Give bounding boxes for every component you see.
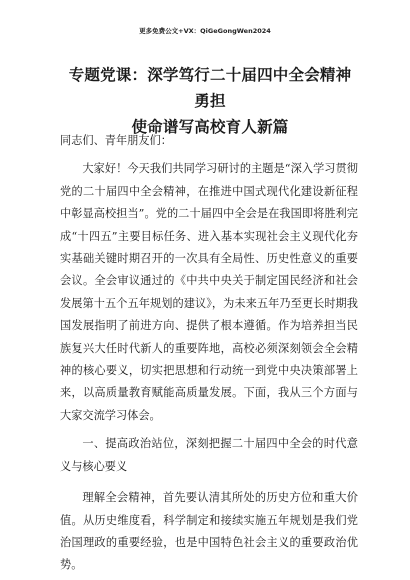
title-line-1: 专题党课：深学笃行二十届四中全会精神 勇担	[68, 65, 352, 110]
body-paragraph: 理解全会精神，首先要认清其所处的历史方位和重大价值。从历史维度看，科学制定和接续实施五年规划是我们党治国理政的重要经验，也是中国特色社会主义的重要政治优势。	[60, 491, 358, 572]
title-line-2: 使命谱写高校育人新篇	[131, 117, 289, 136]
intro-paragraph: 大家好！今天我们共同学习研讨的主题是“深入学习贯彻党的二十届四中全会精神，在推进中国式现代化建设新征程中彰显高校担当”。党的二十届四中全会是在我国即将胜利完成“十四五”主要目标任务、进入基本实现社会主义现代化夯实基础关键时期召开的一次具有全局性、历史性意义的重要会议。全会审议通过的《中共中央关于制定国民经济和社会发展第十五个五年规划的建议》，为未来五年乃至更长时期我国发展指明了前进方向、提供了根本遵循。作为培养担当民族复兴大任时代新人的重要阵地，高校必须深刻领会全会精神的核心要义，切实把思想和行动统一到党中央决策部署上来，以高质量教育赋能高质量发展。下面，我从三个方面与大家交流学习体会。	[60, 162, 358, 422]
document-title	[60, 62, 360, 140]
document-body	[60, 130, 358, 577]
page-header-promo: 更多免费公文+VX：QiGeGongWen2024	[139, 27, 271, 35]
section-heading: 一、提高政治站位，深刻把握二十届四中全会的时代意义与核心要义	[60, 437, 358, 473]
greeting: 同志们、青年朋友们：	[60, 134, 172, 147]
